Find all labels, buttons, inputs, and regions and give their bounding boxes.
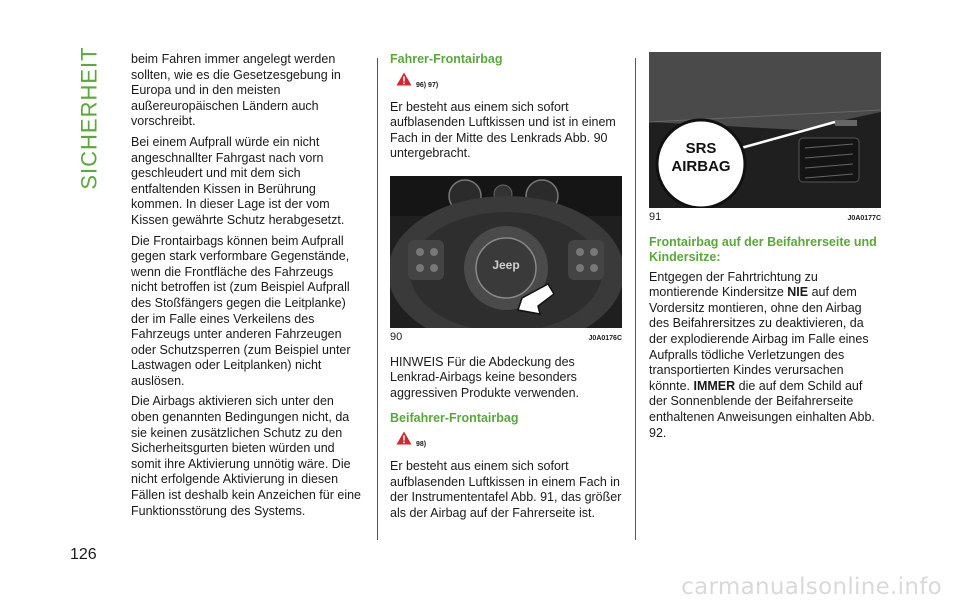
figure-steering-wheel — [390, 176, 622, 328]
figure-code: J0A0177C — [847, 215, 881, 222]
figure-caption — [649, 210, 881, 227]
column-1 — [131, 52, 363, 524]
warning-triangle-icon — [396, 431, 412, 445]
section-title — [74, 48, 106, 188]
srs-label-line2: AIRBAG — [671, 158, 731, 175]
figure-number: 91 — [649, 211, 662, 223]
column-3 — [649, 52, 881, 446]
paragraph — [649, 270, 881, 442]
figure-caption — [390, 330, 622, 347]
page-number: 126 — [70, 546, 97, 563]
emphasis-always: IMMER — [693, 378, 736, 393]
warning-reference — [396, 431, 622, 453]
figure-number: 90 — [390, 330, 403, 343]
srs-label-line1: SRS — [685, 140, 717, 157]
paragraph: Die Airbags aktivieren sich unter den oben genannten Bedingungen nicht, da sie keinen zusätzlichen Schutz zu den Sicherheitsgurten bieten würden und somit ihre Aktivierung unnötig wäre. Die nicht erfolgende Aktivierung in diesen Fällen ist deshalb kein Anzeichen für eine Funktionsstörung des Systems. — [131, 394, 362, 518]
figure-code: J0A0176C — [588, 334, 622, 342]
paragraph: Bei einem Aufprall würde ein nicht angeschnallter Fahrgast nach vorn geschleudert und mit dem sich entfaltenden Kissen in Berührung kommen. In dieser Lage ist der vom Kissen gewährte Schutz herabgesetzt. — [131, 134, 345, 227]
figure-dashboard-srs — [649, 52, 881, 208]
paragraph-text: Entgegen der Fahrtrichtung zu montierende Kindersitze — [649, 269, 818, 300]
paragraph: Die Frontairbags können beim Aufprall gegen stark verformbare Gegenstände, wenn die Frontfläche des Fahrzeugs nicht betroffen ist (zum Beispiel Aufprall des Stoßfängers gegen die Leitplanke) der im Falle eines Verkeilens des Fahrzeugs unter anderen Fahrzeugen oder Schutzsperren (zum Beispiel unter Lastwagen oder Leitplanken) nicht auslösen. — [131, 233, 351, 388]
column-divider-left — [377, 58, 378, 540]
paragraph: Er besteht aus einem sich sofort aufblasenden Luftkissen in einem Fach in der Instrumententafel Abb. 91, das größer als der Airbag auf der Fahrerseite ist. — [390, 458, 622, 520]
emphasis-never: NIE — [787, 285, 809, 300]
paragraph-text: die auf dem Schild auf der Sonnenblende der Beifahrerseite enthaltenen Anweisungen einhalten Abb. 92. — [649, 378, 875, 440]
paragraph: beim Fahren immer angelegt werden sollten, wie es die Gesetzesgebung in Europa und in den meisten außereuropäischen Ländern auch vorschreibt. — [131, 52, 341, 129]
steering-wheel-illustration — [390, 176, 622, 328]
column-2 — [390, 52, 622, 526]
reference-numbers: 96) 97) — [416, 82, 439, 89]
section-title-text: SICHERHEIT — [77, 46, 102, 190]
heading-passenger-airbag-child-seats: Frontairbag auf der Beifahrerseite und Kindersitze: — [649, 234, 877, 264]
reference-numbers: 98) — [416, 441, 427, 449]
warning-triangle-icon — [396, 72, 412, 86]
jeep-logo: Jeep — [492, 257, 520, 272]
warning-reference — [396, 72, 622, 94]
dashboard-illustration — [649, 52, 881, 208]
heading-driver-airbag: Fahrer-Frontairbag — [390, 52, 503, 66]
column-divider-right — [635, 58, 636, 540]
footer-watermark: carmanualsonline.info — [681, 574, 942, 600]
heading-passenger-airbag: Beifahrer-Frontairbag — [390, 411, 519, 426]
paragraph-text: auf dem Vordersitz montieren, ohne den Airbag des Beifahrersitzes zu deaktivieren, da der explodierende Airbag im Falle eines Aufpralls tödliche Verletzungen des transportierten Kindes verursachen könnte. — [649, 285, 869, 393]
paragraph: Er besteht aus einem sich sofort aufblasenden Luftkissen und ist in einem Fach in der Mitte des Lenkrads Abb. 90 untergebracht. — [390, 99, 616, 161]
paragraph: HINWEIS Für die Abdeckung des Lenkrad-Airbags keine besonders aggressiven Produkte verwenden. — [390, 354, 580, 400]
srs-airbag-label — [657, 140, 745, 176]
